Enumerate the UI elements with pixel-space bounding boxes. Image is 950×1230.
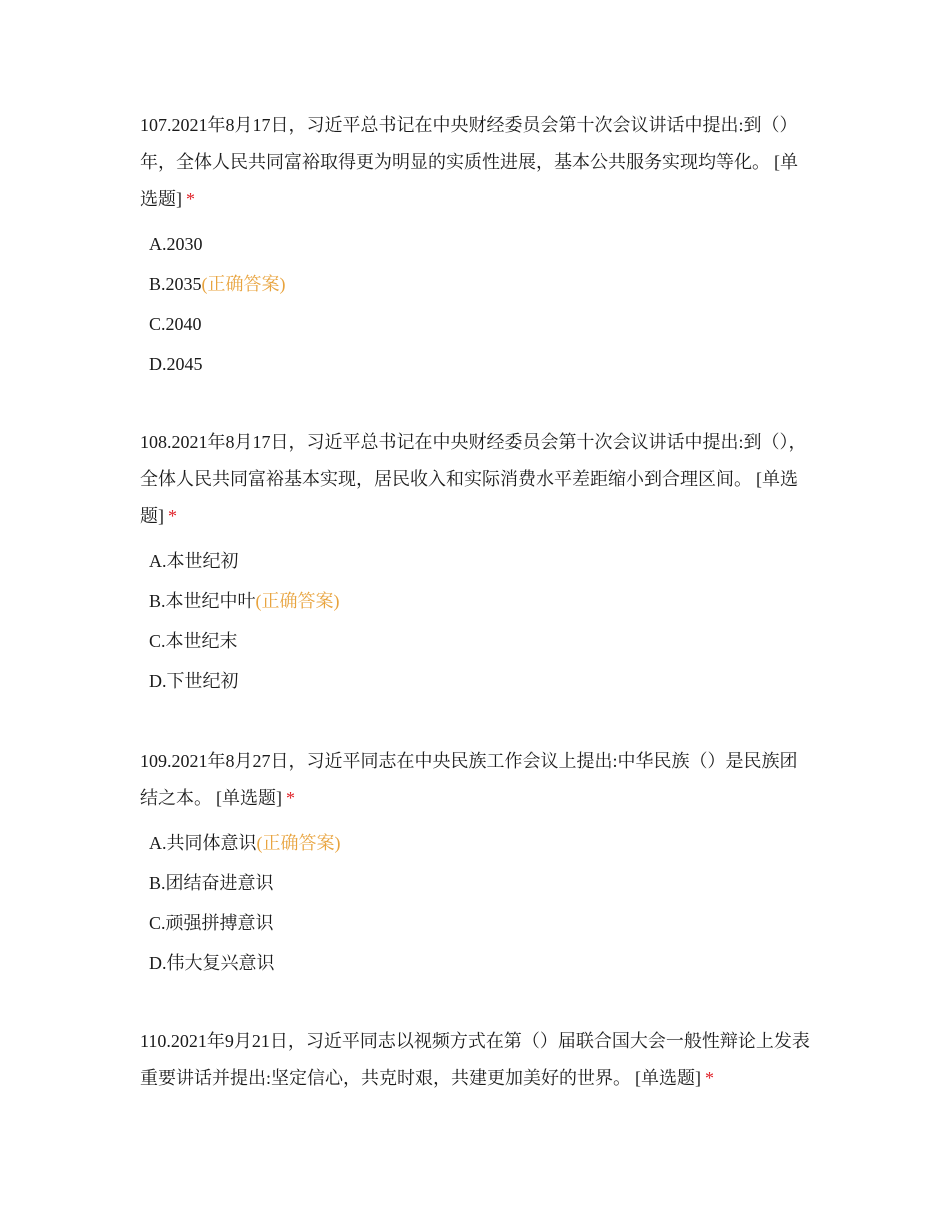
correct-answer-tag: (正确答案): [255, 591, 340, 611]
option-list: [149, 224, 812, 384]
option-label: D.下世纪初: [149, 671, 239, 691]
question-type-label: [单选题]: [140, 469, 798, 526]
required-mark: *: [168, 506, 177, 526]
question-109: [140, 743, 812, 983]
required-mark: *: [186, 189, 195, 209]
option-label: A.本世纪初: [149, 551, 239, 571]
question-type-label: [单选题]: [216, 788, 282, 808]
option-a[interactable]: [149, 823, 812, 863]
correct-answer-tag: (正确答案): [256, 833, 341, 853]
option-c[interactable]: [149, 903, 812, 943]
question-stem: 110.2021年9月21日，习近平同志以视频方式在第（）届联合国大会一般性辩论上发表重要讲话并提出:坚定信心，共克时艰，共建更加美好的世界。: [140, 1031, 810, 1088]
question-stem: 109.2021年8月27日，习近平同志在中央民族工作会议上提出:中华民族（）是民族团结之本。: [140, 751, 798, 808]
option-label: D.伟大复兴意识: [149, 953, 275, 973]
option-label: B.本世纪中叶: [149, 591, 256, 611]
required-mark: *: [705, 1068, 714, 1088]
correct-answer-tag: (正确答案): [201, 274, 286, 294]
question-stem: 107.2021年8月17日，习近平总书记在中央财经委员会第十次会议讲话中提出:到（）年，全体人民共同富裕取得更为明显的实质性进展，基本公共服务实现均等化。: [140, 115, 798, 172]
question-110: [140, 1023, 812, 1097]
question-107: [140, 107, 812, 384]
question-text: [140, 743, 812, 817]
option-list: [149, 823, 812, 983]
option-label: C.本世纪末: [149, 631, 238, 651]
option-d[interactable]: [149, 943, 812, 983]
option-b[interactable]: [149, 581, 812, 621]
option-b[interactable]: [149, 863, 812, 903]
option-d[interactable]: [149, 661, 812, 701]
option-a[interactable]: [149, 541, 812, 581]
option-b[interactable]: [149, 264, 812, 304]
option-label: C.顽强拼搏意识: [149, 913, 274, 933]
question-type-label: [单选题]: [635, 1068, 701, 1088]
option-label: D.2045: [149, 354, 203, 374]
option-label: B.2035: [149, 274, 202, 294]
question-text: [140, 424, 812, 535]
option-c[interactable]: [149, 621, 812, 661]
question-text: [140, 1023, 812, 1097]
question-type-label: [单选题]: [140, 152, 798, 209]
option-a[interactable]: [149, 224, 812, 264]
option-label: C.2040: [149, 314, 202, 334]
option-label: A.共同体意识: [149, 833, 257, 853]
option-label: B.团结奋进意识: [149, 873, 274, 893]
option-list: [149, 541, 812, 701]
option-label: A.2030: [149, 234, 203, 254]
question-text: [140, 107, 812, 218]
required-mark: *: [286, 788, 295, 808]
question-108: [140, 424, 812, 701]
question-stem: 108.2021年8月17日，习近平总书记在中央财经委员会第十次会议讲话中提出:到（），全体人民共同富裕基本实现，居民收入和实际消费水平差距缩小到合理区间。: [140, 432, 807, 489]
option-c[interactable]: [149, 304, 812, 344]
option-d[interactable]: [149, 344, 812, 384]
